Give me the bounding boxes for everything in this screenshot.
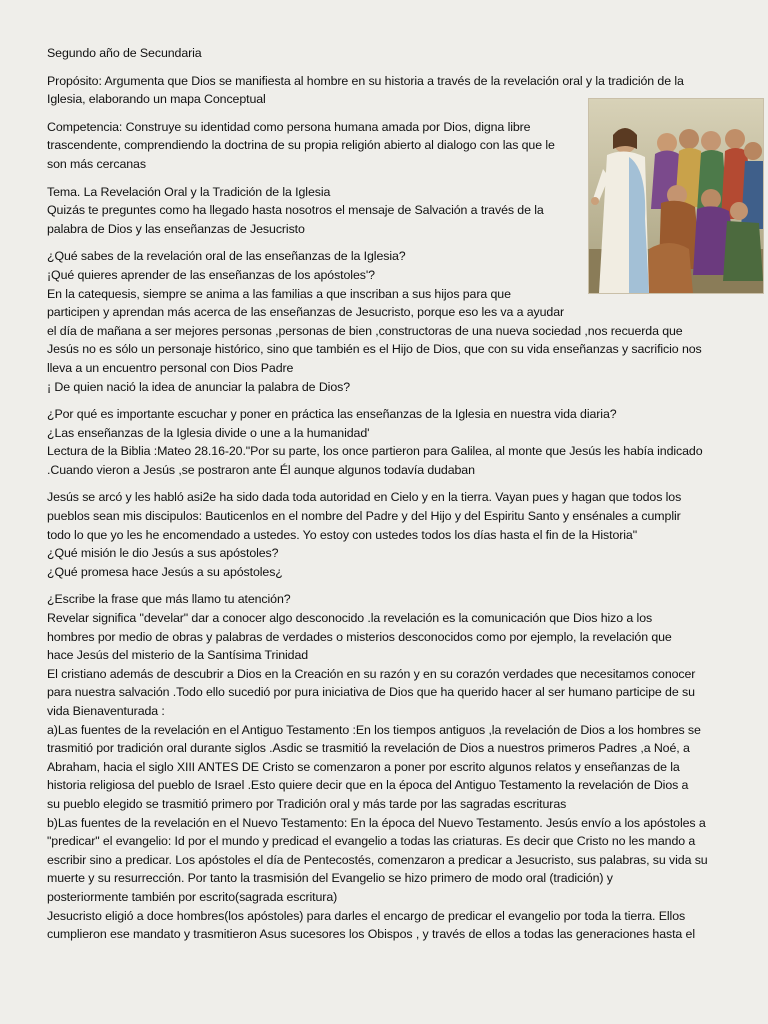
text-line: para nuestra salvación .Todo ello sucedió por pura iniciativa de Dios que ha querido hacer al ser humano participe de su bbox=[47, 685, 695, 700]
revelacion-paragraph bbox=[47, 590, 736, 943]
text-line: El cristiano además de descubrir a Dios en la Creación en su razón y en su corazón verdades que necesitamos conocer bbox=[47, 666, 696, 681]
text-line: posteriormente también por escrito(sagrada escritura) bbox=[47, 889, 338, 904]
text-line: participen y aprendan más acerca de las enseñanzas de Jesucristo, porque eso les va a ayudar bbox=[47, 305, 565, 320]
text-line: Lectura de la Biblia :Mateo 28.16-20."Por su parte, los once partieron para Galilea, al monte que Jesús les había indicado bbox=[47, 444, 703, 459]
text-line: Iglesia, elaborando un mapa Conceptual bbox=[47, 92, 266, 107]
text-line: a)Las fuentes de la revelación en el Antiguo Testamento :En los tiempos antiguos ,la revelación de Dios a los hombres se bbox=[47, 722, 701, 737]
text-line: En la catequesis, siempre se anima a las familias a que inscriban a sus hijos para que bbox=[47, 286, 511, 301]
text-line: historia religiosa del pueblo de Israel .Esto quiere decir que en la época del Antiguo Testamento la revelación de Dios a bbox=[47, 778, 689, 793]
text-line: todo lo que yo les he encomendado a ustedes. Yo estoy con ustedes todos los días hasta el fin de la Historia" bbox=[47, 527, 638, 542]
text-line: trascendente, comprendiendo la doctrina de su propia religión abierto al dialogo con las que le bbox=[47, 138, 555, 153]
text-line: .Cuando vieron a Jesús ,se postraron ante Él aunque algunos todavía dudaban bbox=[47, 462, 475, 477]
text-line: su pueblo elegido se trasmitió primero por Tradición oral y más tarde por las sagradas escrituras bbox=[47, 796, 567, 811]
text-line: lleva a un encuentro personal con Dios Padre bbox=[47, 360, 294, 375]
text-line: "predicar" el evangelio: Id por el mundo y predicad el evangelio a todas las criaturas. Es decir que Cristo no les mando a bbox=[47, 834, 696, 849]
text-line: vida Bienaventurada : bbox=[47, 704, 165, 718]
text-line: ¡ De quien nació la idea de anunciar la palabra de Dios? bbox=[47, 379, 350, 394]
text-line: trasmitió por tradición oral durante siglos .Asdic se trasmitió la revelación de Dios a nuestros primeros Padres ,a Noé, a bbox=[47, 741, 690, 756]
text-line: hace Jesús del misterio de la Santísima Trinidad bbox=[47, 648, 309, 663]
text-line: ¿Qué sabes de la revelación oral de las enseñanzas de la Iglesia? bbox=[47, 249, 406, 264]
text-line: Jesús no es sólo un personaje histórico, sino que también es el Hijo de Dios, que con su vida enseñanzas y sacrificio nos bbox=[47, 342, 702, 357]
text-line: ¿Qué misión le dio Jesús a sus apóstoles? bbox=[47, 546, 279, 561]
text-line: Propósito: Argumenta que Dios se manifiesta al hombre en su historia a través de la revelación oral y la tradición de la bbox=[47, 73, 684, 88]
text-line: ¿Las enseñanzas de la Iglesia divide o une a la humanidad' bbox=[47, 425, 370, 440]
text-line: pueblos sean mis discipulos: Bauticenlos en el nombre del Padre y del Hijo y del Espiritu Santo y ensénales a cumplir bbox=[47, 509, 681, 524]
text-line: ¿Escribe la frase que más llamo tu atención? bbox=[47, 592, 291, 607]
document-header: Segundo año de Secundaria bbox=[47, 46, 202, 60]
text-line: Competencia: Construye su identidad como persona humana amada por Dios, digna libre bbox=[47, 119, 531, 134]
text-line: Revelar significa "develar" dar a conocer algo desconocido .la revelación es la comunicación que Dios hizo a los bbox=[47, 611, 653, 626]
text-line: Abraham, hacia el siglo XIII ANTES DE Cristo se comenzaron a poner por escrito algunos relatos y enseñanzas de la bbox=[47, 759, 680, 774]
text-line: ¡Qué quieres aprender de las enseñanzas de los apóstoles'? bbox=[47, 267, 375, 282]
text-line: hombres por medio de obras y palabras de verdades o misterios desconocidos como por ejemplo, la revelación que bbox=[47, 629, 672, 644]
text-line: palabra de Dios y las enseñanzas de Jesucristo bbox=[47, 221, 305, 236]
text-line: Quizás te preguntes como ha llegado hasta nosotros el mensaje de Salvación a través de la bbox=[47, 203, 544, 218]
text-line: Jesús se arcó y les habló asi2e ha sido dada toda autoridad en Cielo y en la tierra. Vayan pues y hagan que todos los bbox=[47, 490, 682, 505]
text-line: Tema. La Revelación Oral y la Tradición de la Iglesia bbox=[47, 184, 331, 199]
text-line: ¿Por qué es importante escuchar y poner en práctica las enseñanzas de la Iglesia en nuestra vida diaria? bbox=[47, 407, 617, 422]
jesus-apostles-illustration bbox=[588, 98, 764, 294]
lectura-paragraph bbox=[47, 488, 736, 581]
text-line: ¿Qué promesa hace Jesús a su apóstoles¿ bbox=[47, 564, 283, 579]
text-line: cumplieron ese mandato y trasmitieron Asus sucesores los Obispos , y través de ellos a todas las generaciones hasta el bbox=[47, 927, 695, 942]
text-line: Jesucristo eligió a doce hombres(los apóstoles) para darles el encargo de predicar el evangelio por toda la tierra. Ellos bbox=[47, 908, 686, 923]
text-line: escribir sino a predicar. Los apóstoles el día de Pentecostés, comenzaron a predicar a Jesucristo, sus palabras, su vida su bbox=[47, 852, 708, 867]
text-line: son más cercanas bbox=[47, 156, 146, 171]
text-line: muerte y su resurrección. Por tanto la trasmisión del Evangelio se hizo primero de modo oral (tradición) y bbox=[47, 871, 613, 886]
preguntas-iglesia-paragraph bbox=[47, 405, 736, 479]
text-line: el día de mañana a ser mejores personas ,personas de bien ,constructoras de una nueva sociedad ,nos recuerda que bbox=[47, 323, 683, 338]
apostles-group bbox=[647, 129, 763, 293]
text-line: b)Las fuentes de la revelación en el Nuevo Testamento: En la época del Nuevo Testamento. Jesús envío a los apóstoles a bbox=[47, 815, 706, 830]
